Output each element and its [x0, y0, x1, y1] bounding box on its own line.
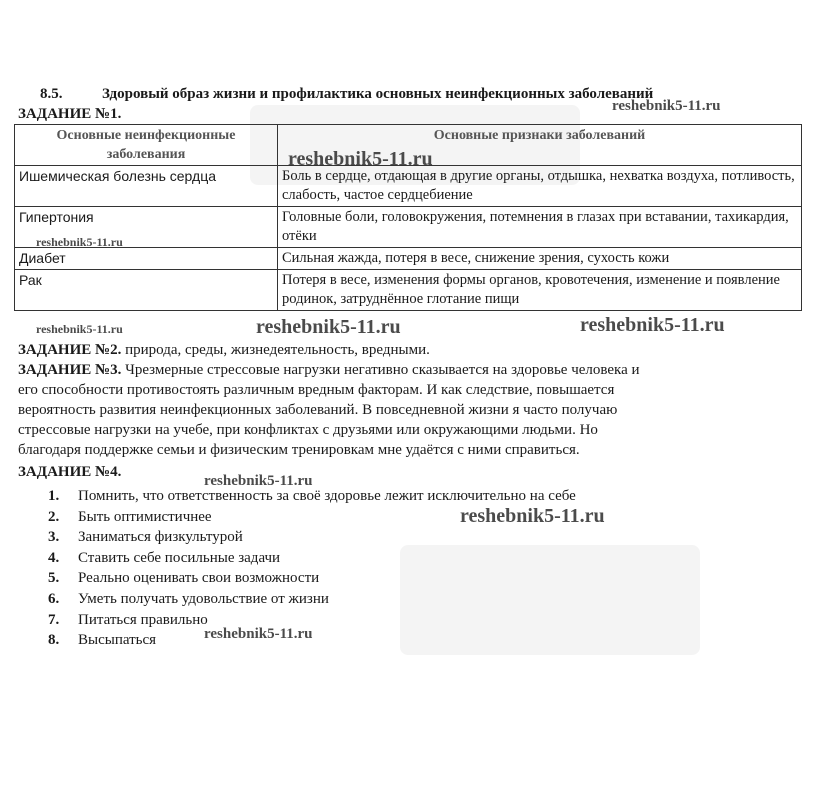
item-text: Ставить себе посильные задачи — [78, 549, 281, 566]
item-text: Уметь получать удовольствие от жизни — [78, 590, 329, 607]
header-signs: Основные признаки заболеваний — [278, 125, 802, 166]
task2-text: природа, среды, жизнедеятельность, вредными. — [125, 342, 430, 358]
item-text: Быть оптимистичнее — [78, 508, 212, 525]
table-row — [15, 270, 802, 311]
item-number: 6. — [48, 590, 60, 607]
watermark: reshebnik5-11.ru — [256, 316, 401, 338]
watermark: reshebnik5-11.ru — [204, 626, 313, 642]
watermark: reshebnik5-11.ru — [36, 322, 123, 336]
watermark: reshebnik5-11.ru — [460, 505, 605, 527]
watermark: reshebnik5-11.ru — [36, 235, 123, 249]
list-item — [40, 527, 576, 548]
section-heading — [40, 86, 653, 103]
section-title: Здоровый образ жизни и профилактика основных неинфекционных заболеваний — [102, 86, 654, 102]
section-number: 8.5. — [40, 86, 63, 102]
list-item — [40, 548, 576, 569]
disease-cell: Гипертония — [15, 207, 278, 248]
watermark: reshebnik5-11.ru — [612, 98, 721, 114]
watermark: reshebnik5-11.ru — [288, 148, 433, 170]
item-text: Питаться правильно — [78, 611, 208, 628]
item-text: Высыпаться — [78, 632, 157, 649]
task3-line-text: Чрезмерные стрессовые нагрузки негативно сказывается на здоровье человека и — [125, 362, 640, 378]
list-item — [40, 589, 576, 610]
item-number: 2. — [48, 508, 60, 525]
task3-block — [18, 360, 778, 460]
task3-line: вероятность развития неинфекционных заболеваний. В повседневной жизни я часто получаю — [18, 402, 618, 418]
item-number: 3. — [48, 529, 60, 546]
task3-line: благодаря поддержке семьи и физическим тренировкам мне удаётся с ними справиться. — [18, 442, 580, 458]
signs-cell: Боль в сердце, отдающая в другие органы, отдышка, нехватка воздуха, потливость, слабость, частое сердцебиение — [278, 166, 802, 207]
task4-title: ЗАДАНИЕ №4. — [18, 464, 122, 480]
table-row — [15, 166, 802, 207]
task2-block — [18, 340, 778, 360]
item-number: 4. — [48, 549, 60, 566]
task3-title: ЗАДАНИЕ №3. — [18, 362, 122, 378]
table-row — [15, 207, 802, 248]
table-row — [15, 248, 802, 270]
item-number: 7. — [48, 611, 60, 628]
disease-cell: Диабет — [15, 248, 278, 270]
disease-cell: Ишемическая болезнь сердца — [15, 166, 278, 207]
task3-line: его способности противостоять различным вредным факторам. И как следствие, повышается — [18, 382, 615, 398]
list-item — [40, 568, 576, 589]
item-number: 1. — [48, 488, 60, 504]
signs-cell: Потеря в весе, изменения формы органов, кровотечения, изменение и появление родинок, затруднённое глотание пищи — [278, 270, 802, 311]
signs-cell: Сильная жажда, потеря в весе, снижение зрения, сухость кожи — [278, 248, 802, 270]
task3-line: стрессовые нагрузки на учебе, при конфликтах с друзьями или окружающими людьми. Но — [18, 422, 598, 438]
item-text: Реально оценивать свои возможности — [78, 570, 320, 587]
item-number: 5. — [48, 570, 60, 587]
item-text: Помнить, что ответственность за своё здоровье лежит исключительно на себе — [78, 488, 576, 504]
item-text: Заниматься физкультурой — [78, 529, 243, 546]
disease-cell: Рак — [15, 270, 278, 311]
task2-title: ЗАДАНИЕ №2. — [18, 342, 122, 358]
task1-title: ЗАДАНИЕ №1. — [18, 106, 122, 122]
header-diseases: Основные неинфекционные заболевания — [15, 125, 278, 166]
signs-cell: Головные боли, головокружения, потемнения в глазах при вставании, тахикардия, отёки — [278, 207, 802, 248]
watermark: reshebnik5-11.ru — [204, 473, 313, 489]
task3-line — [18, 360, 778, 380]
watermark: reshebnik5-11.ru — [580, 314, 725, 336]
item-number: 8. — [48, 632, 60, 649]
